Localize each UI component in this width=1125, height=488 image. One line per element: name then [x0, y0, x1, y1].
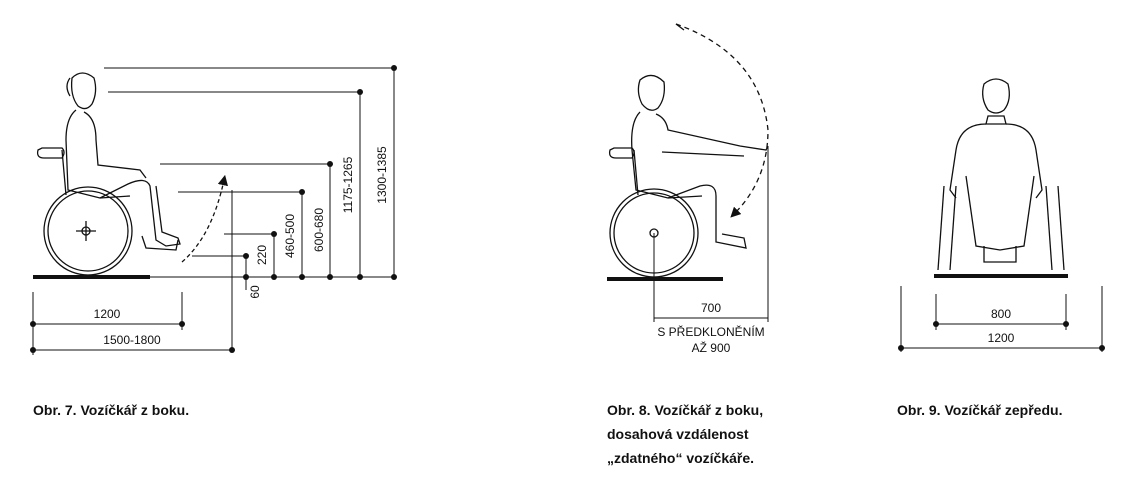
- dim-1175-1265: 1175-1265: [341, 156, 355, 214]
- head: [72, 73, 96, 109]
- dim-1200: 1200: [987, 331, 1015, 345]
- dim-460-500: 460-500: [283, 213, 297, 259]
- figure-8-reach-view: [607, 24, 768, 279]
- dim-800: 800: [990, 307, 1012, 321]
- dim-700: 700: [700, 301, 722, 315]
- figure-8-labels: [657, 301, 764, 355]
- note-line-1: S PŘEDKLONĚNÍM: [657, 325, 765, 339]
- dim-60: 60: [248, 285, 262, 299]
- figure-9-front-view: [934, 79, 1068, 276]
- figure-8-dimensions: [654, 146, 768, 322]
- head: [638, 75, 664, 110]
- caption-figure-8: [607, 398, 807, 470]
- dim-1300-1385: 1300-1385: [375, 146, 389, 204]
- caption-figure-8-line-1: Obr. 8. Vozíčkář z boku,: [607, 402, 764, 418]
- caption-figure-9: Obr. 9. Vozíčkář zepředu.: [897, 402, 1063, 418]
- figure-7-dimension-labels: [94, 146, 389, 347]
- note-line-2: AŽ 900: [691, 341, 731, 355]
- caption-figure-8-line-2: dosahová vzdálenost: [607, 426, 749, 442]
- figure-7-dimensions: [33, 68, 394, 355]
- head: [983, 79, 1010, 113]
- dim-1200: 1200: [93, 307, 121, 321]
- dim-600-680: 600-680: [312, 207, 326, 253]
- caption-figure-7: Obr. 7. Vozíčkář z boku.: [33, 402, 190, 418]
- figure-9-labels: [988, 307, 1015, 345]
- dim-1500-1800: 1500-1800: [103, 333, 161, 347]
- dim-220: 220: [255, 244, 269, 266]
- figure-7-side-view: [33, 73, 224, 277]
- torso: [66, 110, 130, 198]
- caption-figure-8-line-3: „zdatného“ vozíčkáře.: [607, 450, 755, 466]
